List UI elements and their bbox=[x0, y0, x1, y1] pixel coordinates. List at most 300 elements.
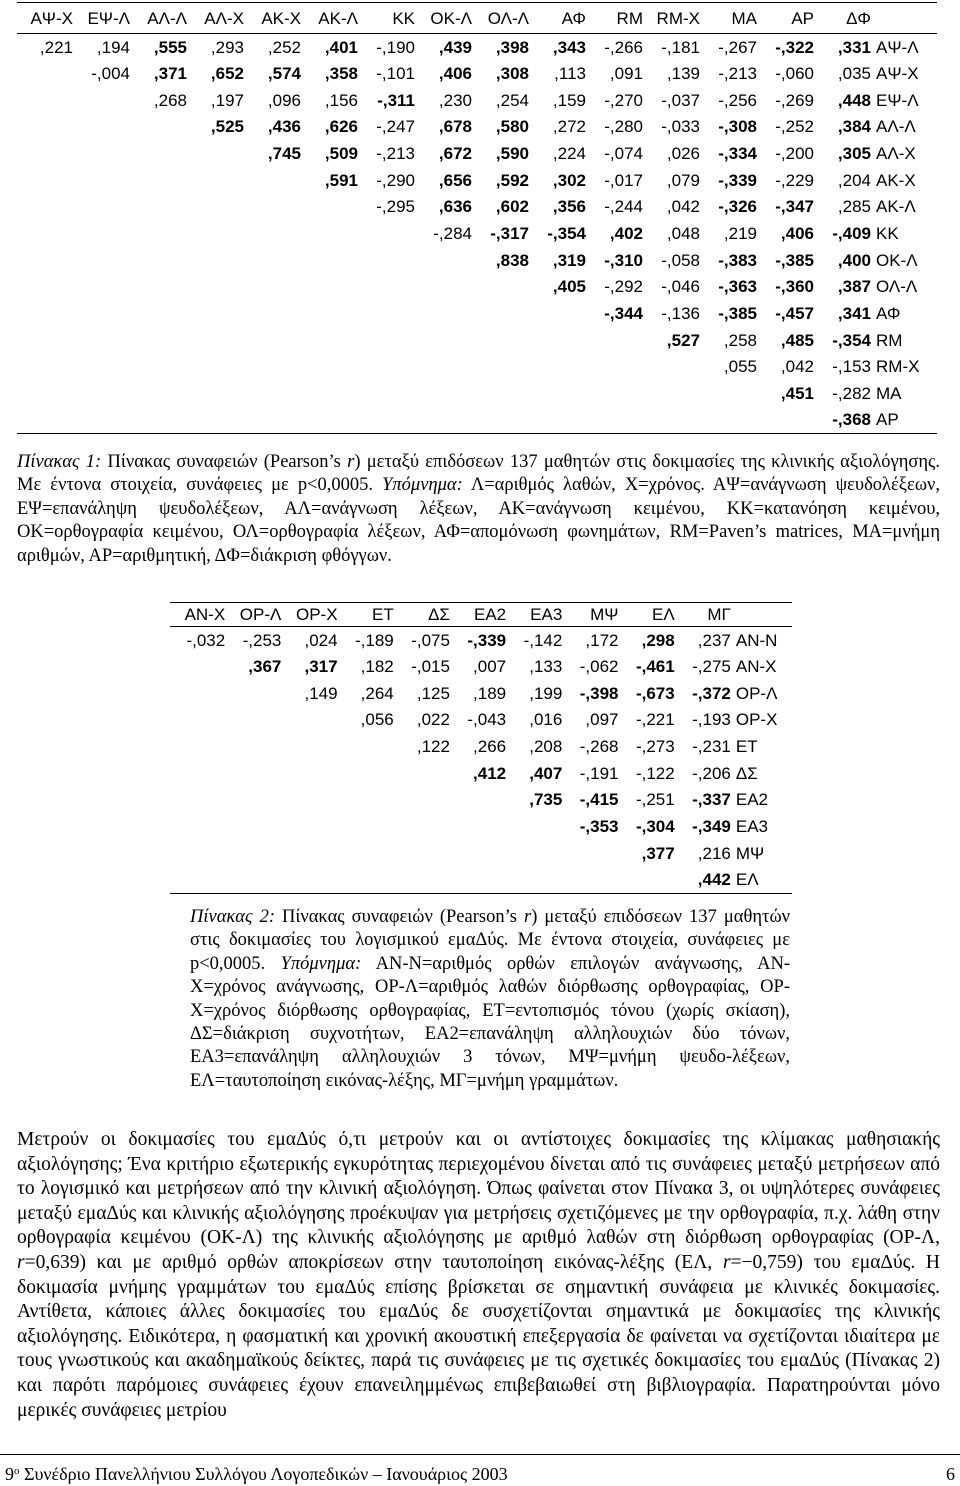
correlation-value: -,189 bbox=[355, 630, 394, 650]
correlation-value: ,266 bbox=[473, 736, 507, 756]
correlation-value: ,113 bbox=[554, 63, 586, 83]
empty-cell bbox=[245, 407, 302, 434]
correlation-value: -,383 bbox=[718, 250, 757, 270]
correlation-value: ,555 bbox=[153, 37, 187, 57]
correlation-value: -,310 bbox=[604, 250, 643, 270]
caption-legend-text: ΑΝ-Ν=αριθμός ορθών επιλογών ανάγνωσης, ΑΝ-Χ=χρόνος ανάγνωσης, ΟΡ-Λ=αριθμός λαθών διόρθωσης ορθογραφίας, ΟΡ-Χ=χρόνος διόρθωσης ορθογραφίας, ΕΤ=εντοπισμός τόνου (χωρίς σκίαση), ΔΣ=διάκριση συχνοτήτων, ΕΑ2=επανάληψη αλληλουχιών δύο τόνων, ΕΑ3=επανάληψη αλληλουχιών 3 τόνων, ΜΨ=μνήμη ψευδο-λέξεων, ΕΛ=ταυτοποίηση εικόνας-λέξης, ΜΓ=μνήμη γραμμάτων. bbox=[190, 953, 790, 1091]
correlation-value: ,007 bbox=[473, 656, 507, 676]
empty-cell bbox=[451, 786, 507, 813]
empty-cell bbox=[188, 353, 245, 380]
caption-text: ) μεταξύ επιδόσεων 137 μαθητών στις δοκιμασίες του λογισμικού εμαΔύς. Με έντονα στοιχεία, συνάφειες με p<0,0005. bbox=[190, 907, 790, 974]
correlation-value: -,213 bbox=[376, 143, 415, 163]
table-1-caption bbox=[17, 451, 940, 568]
empty-cell bbox=[245, 300, 302, 327]
empty-cell bbox=[507, 813, 563, 840]
correlation-value: ,199 bbox=[529, 683, 563, 703]
empty-cell bbox=[416, 353, 473, 380]
correlation-value: ,439 bbox=[438, 37, 472, 57]
correlation-value: ,356 bbox=[552, 197, 586, 217]
empty-cell bbox=[339, 733, 395, 760]
empty-cell bbox=[758, 407, 815, 434]
correlation-value: -,415 bbox=[579, 790, 619, 810]
empty-cell bbox=[282, 840, 338, 867]
caption-text: ) μεταξύ επιδόσεων 137 μαθητών στις δοκιμασίες της κλινικής αξιολόγησης. Με έντονα στοιχεία, συνάφειες με p<0,0005. bbox=[17, 452, 941, 496]
correlation-value: ,525 bbox=[210, 117, 244, 137]
correlation-value: ,678 bbox=[438, 117, 472, 137]
correlation-value: ,216 bbox=[697, 843, 731, 863]
correlation-value: ,656 bbox=[438, 170, 472, 190]
correlation-value: -,398 bbox=[579, 683, 619, 703]
empty-cell bbox=[170, 653, 226, 680]
empty-cell bbox=[339, 760, 395, 787]
column-header: ΜΨ bbox=[590, 605, 619, 624]
empty-cell bbox=[530, 300, 587, 327]
correlation-value: -,461 bbox=[635, 656, 675, 676]
empty-cell bbox=[359, 247, 416, 274]
correlation-value: ,208 bbox=[529, 736, 563, 756]
correlation-value: ,652 bbox=[210, 63, 244, 83]
row-label: ΟΡ-Λ bbox=[735, 683, 778, 703]
empty-cell bbox=[359, 407, 416, 434]
empty-cell bbox=[131, 353, 188, 380]
table-row bbox=[170, 840, 792, 867]
empty-cell bbox=[17, 273, 74, 300]
correlation-value: ,592 bbox=[495, 170, 529, 190]
correlation-value: ,436 bbox=[267, 117, 301, 137]
correlation-value: -,266 bbox=[604, 37, 643, 57]
row-label: ΕΑ2 bbox=[735, 790, 769, 810]
empty-cell bbox=[188, 167, 245, 194]
empty-cell bbox=[416, 407, 473, 434]
correlation-value: ,405 bbox=[552, 277, 586, 297]
empty-cell bbox=[245, 193, 302, 220]
table-row bbox=[17, 140, 937, 167]
empty-cell bbox=[188, 273, 245, 300]
empty-cell bbox=[339, 866, 395, 893]
correlation-value: -,344 bbox=[604, 303, 643, 323]
correlation-value: ,230 bbox=[438, 90, 472, 110]
empty-cell bbox=[226, 733, 282, 760]
correlation-value: -,252 bbox=[775, 117, 814, 137]
correlation-value: -,339 bbox=[467, 630, 507, 650]
correlation-value: ,016 bbox=[529, 710, 563, 730]
correlation-value: -,360 bbox=[775, 277, 814, 297]
correlation-value: ,602 bbox=[495, 197, 529, 217]
correlation-value: ,305 bbox=[837, 143, 871, 163]
empty-cell bbox=[188, 140, 245, 167]
empty-cell bbox=[188, 407, 245, 434]
table-row bbox=[170, 627, 792, 654]
empty-cell bbox=[302, 380, 359, 407]
correlation-value: ,636 bbox=[438, 197, 472, 217]
empty-cell bbox=[226, 680, 282, 707]
correlation-value: ,451 bbox=[780, 383, 814, 403]
correlation-value: ,387 bbox=[837, 277, 871, 297]
correlation-value: ,398 bbox=[495, 37, 529, 57]
empty-cell bbox=[416, 327, 473, 354]
empty-cell bbox=[188, 247, 245, 274]
row-label: ΕΨ-Λ bbox=[876, 90, 919, 110]
correlation-value: ,341 bbox=[837, 303, 871, 323]
column-header: ΟΛ-Λ bbox=[487, 8, 529, 28]
empty-cell bbox=[170, 760, 226, 787]
correlation-value: ,406 bbox=[438, 63, 472, 83]
correlation-value: ,367 bbox=[248, 656, 282, 676]
correlation-value: ,264 bbox=[360, 683, 394, 703]
empty-cell bbox=[74, 327, 131, 354]
table-row bbox=[17, 300, 937, 327]
caption-legend-label: Υπόμνημα: bbox=[280, 953, 362, 974]
correlation-value: ,384 bbox=[837, 117, 871, 137]
correlation-value: ,371 bbox=[153, 63, 187, 83]
correlation-value: ,745 bbox=[267, 143, 301, 163]
empty-cell bbox=[451, 840, 507, 867]
empty-cell bbox=[563, 866, 619, 893]
empty-cell bbox=[644, 353, 701, 380]
empty-cell bbox=[17, 60, 74, 87]
column-header: ΔΣ bbox=[428, 605, 450, 624]
r-symbol: r bbox=[17, 1251, 25, 1273]
empty-cell bbox=[302, 247, 359, 274]
empty-cell bbox=[245, 220, 302, 247]
table-row bbox=[17, 247, 937, 274]
correlation-value: -,385 bbox=[718, 303, 757, 323]
empty-cell bbox=[131, 380, 188, 407]
empty-cell bbox=[587, 353, 644, 380]
column-header: ΕΨ-Λ bbox=[87, 8, 130, 28]
column-header: ΑΚ-Χ bbox=[261, 8, 301, 28]
empty-cell bbox=[587, 327, 644, 354]
empty-cell bbox=[131, 327, 188, 354]
empty-cell bbox=[170, 680, 226, 707]
correlation-value: ,042 bbox=[666, 197, 700, 217]
correlation-value: ,159 bbox=[552, 90, 586, 110]
empty-cell bbox=[282, 866, 338, 893]
correlation-value: ,406 bbox=[780, 223, 814, 243]
correlation-value: -,200 bbox=[775, 143, 814, 163]
correlation-value: -,122 bbox=[635, 763, 675, 783]
row-label: RM bbox=[876, 330, 903, 350]
correlation-value: ,402 bbox=[609, 223, 643, 243]
correlation-value: ,042 bbox=[780, 357, 814, 377]
empty-cell bbox=[473, 327, 530, 354]
correlation-value: -,136 bbox=[661, 303, 700, 323]
correlation-value: -,229 bbox=[775, 170, 814, 190]
table-row bbox=[170, 760, 792, 787]
empty-cell bbox=[395, 813, 451, 840]
empty-cell bbox=[17, 353, 74, 380]
empty-cell bbox=[188, 220, 245, 247]
header-row bbox=[17, 3, 937, 34]
table-row bbox=[170, 866, 792, 893]
correlation-value: ,149 bbox=[304, 683, 338, 703]
correlation-value: ,172 bbox=[585, 630, 619, 650]
correlation-table-2 bbox=[170, 602, 792, 894]
empty-cell bbox=[395, 786, 451, 813]
correlation-value: -,363 bbox=[718, 277, 757, 297]
empty-cell bbox=[282, 706, 338, 733]
correlation-value: -,354 bbox=[832, 330, 871, 350]
empty-cell bbox=[131, 300, 188, 327]
empty-cell bbox=[17, 327, 74, 354]
empty-cell bbox=[302, 300, 359, 327]
correlation-value: -,206 bbox=[692, 763, 731, 783]
correlation-value: ,024 bbox=[304, 630, 338, 650]
row-label: ΑΝ-Χ bbox=[735, 656, 777, 676]
row-label: ΑΛ-Λ bbox=[876, 117, 916, 137]
correlation-value: ,509 bbox=[324, 143, 358, 163]
correlation-value: -,308 bbox=[718, 117, 757, 137]
table-row bbox=[17, 193, 937, 220]
caption-r-symbol: r bbox=[523, 907, 532, 927]
empty-cell bbox=[245, 380, 302, 407]
empty-cell bbox=[416, 273, 473, 300]
empty-cell bbox=[170, 706, 226, 733]
page-number: 6 bbox=[946, 1464, 955, 1484]
empty-cell bbox=[245, 353, 302, 380]
empty-cell bbox=[226, 706, 282, 733]
correlation-value: ,672 bbox=[438, 143, 472, 163]
empty-cell bbox=[302, 220, 359, 247]
empty-cell bbox=[226, 786, 282, 813]
table-row bbox=[170, 653, 792, 680]
row-label: ΟΡ-Χ bbox=[735, 710, 778, 730]
correlation-value: ,308 bbox=[495, 63, 529, 83]
empty-cell bbox=[74, 220, 131, 247]
table-row bbox=[17, 407, 937, 434]
caption-r-symbol: r bbox=[347, 452, 355, 472]
correlation-value: ,401 bbox=[324, 37, 358, 57]
correlation-value: -,181 bbox=[661, 37, 700, 57]
empty-cell bbox=[416, 380, 473, 407]
correlation-value: -,231 bbox=[692, 736, 731, 756]
correlation-value: ,838 bbox=[495, 250, 529, 270]
correlation-value: -,268 bbox=[579, 736, 619, 756]
correlation-value: -,673 bbox=[635, 683, 675, 703]
correlation-value: ,056 bbox=[360, 710, 394, 730]
row-label: RM-Χ bbox=[876, 357, 920, 377]
column-header: ΑΡ bbox=[791, 8, 814, 28]
empty-cell bbox=[302, 273, 359, 300]
correlation-value: ,125 bbox=[416, 683, 450, 703]
column-header: ΑΦ bbox=[561, 8, 586, 28]
correlation-value: ,197 bbox=[210, 90, 244, 110]
correlation-value: -,015 bbox=[411, 656, 450, 676]
correlation-value: ,527 bbox=[666, 330, 700, 350]
column-header: ΑΚ-Λ bbox=[318, 8, 358, 28]
correlation-value: ,412 bbox=[473, 763, 507, 783]
edition-number: 9 bbox=[5, 1464, 14, 1484]
empty-cell bbox=[563, 840, 619, 867]
correlation-value: ,407 bbox=[529, 763, 563, 783]
correlation-value: -,349 bbox=[692, 816, 731, 836]
correlation-value: ,048 bbox=[666, 223, 700, 243]
correlation-value: ,580 bbox=[495, 117, 529, 137]
empty-cell bbox=[188, 380, 245, 407]
column-header: ΜΑ bbox=[731, 8, 757, 28]
empty-cell bbox=[131, 247, 188, 274]
correlation-value: -,347 bbox=[775, 197, 814, 217]
correlation-value: -,337 bbox=[692, 790, 731, 810]
empty-cell bbox=[507, 840, 563, 867]
empty-cell bbox=[530, 407, 587, 434]
correlation-value: -,213 bbox=[718, 63, 757, 83]
correlation-value: -,247 bbox=[376, 117, 415, 137]
empty-cell bbox=[17, 247, 74, 274]
correlation-value: ,182 bbox=[360, 656, 394, 676]
table-1-head bbox=[17, 3, 937, 34]
empty-cell bbox=[530, 380, 587, 407]
correlation-value: -,062 bbox=[579, 656, 619, 676]
empty-cell bbox=[587, 380, 644, 407]
correlation-value: -,368 bbox=[832, 410, 871, 430]
correlation-value: -,334 bbox=[718, 143, 757, 163]
empty-cell bbox=[245, 327, 302, 354]
empty-cell bbox=[74, 407, 131, 434]
empty-cell bbox=[170, 786, 226, 813]
empty-cell bbox=[644, 407, 701, 434]
table-row bbox=[17, 353, 937, 380]
correlation-value: -,032 bbox=[186, 630, 226, 650]
table-row bbox=[170, 706, 792, 733]
column-header: ΕΑ3 bbox=[530, 605, 563, 624]
correlation-value: ,189 bbox=[473, 683, 507, 703]
table-row bbox=[17, 380, 937, 407]
correlation-value: ,194 bbox=[96, 37, 130, 57]
empty-cell bbox=[17, 193, 74, 220]
table-2-body bbox=[170, 627, 792, 894]
column-header: ΑΛ-Χ bbox=[204, 8, 244, 28]
caption-legend-label: Υπόμνημα: bbox=[382, 475, 463, 496]
correlation-value: ,221 bbox=[39, 37, 73, 57]
correlation-value: -,153 bbox=[832, 357, 871, 377]
row-label: ΑΦ bbox=[876, 303, 901, 323]
correlation-value: ,319 bbox=[552, 250, 586, 270]
column-header: ΕΤ bbox=[372, 605, 394, 624]
correlation-value: ,079 bbox=[666, 170, 700, 190]
table-row bbox=[170, 786, 792, 813]
row-label-header bbox=[872, 3, 937, 34]
correlation-value: -,339 bbox=[718, 170, 757, 190]
row-label: ΑΚ-Λ bbox=[876, 197, 916, 217]
empty-cell bbox=[74, 273, 131, 300]
table-row bbox=[17, 220, 937, 247]
correlation-value: ,448 bbox=[837, 90, 871, 110]
correlation-value: ,091 bbox=[609, 63, 643, 83]
table-row bbox=[17, 34, 937, 61]
correlation-value: -,074 bbox=[604, 143, 643, 163]
correlation-value: -,251 bbox=[635, 790, 675, 810]
column-header: RM bbox=[616, 8, 643, 28]
empty-cell bbox=[74, 140, 131, 167]
empty-cell bbox=[170, 840, 226, 867]
correlation-value: ,026 bbox=[666, 143, 700, 163]
empty-cell bbox=[473, 353, 530, 380]
empty-cell bbox=[282, 760, 338, 787]
correlation-value: -,269 bbox=[775, 90, 814, 110]
empty-cell bbox=[282, 733, 338, 760]
correlation-value: -,372 bbox=[692, 683, 731, 703]
empty-cell bbox=[226, 760, 282, 787]
correlation-value: -,037 bbox=[661, 90, 700, 110]
correlation-value: ,254 bbox=[495, 90, 529, 110]
caption-label: Πίνακας 2: bbox=[190, 907, 275, 927]
empty-cell bbox=[17, 300, 74, 327]
empty-cell bbox=[226, 840, 282, 867]
row-label: ΑΡ bbox=[876, 410, 899, 430]
correlation-value: ,574 bbox=[267, 63, 301, 83]
correlation-value: -,317 bbox=[490, 223, 529, 243]
empty-cell bbox=[359, 380, 416, 407]
empty-cell bbox=[473, 407, 530, 434]
body-paragraph bbox=[17, 1128, 940, 1423]
correlation-value: ,343 bbox=[552, 37, 586, 57]
column-header: ΑΨ-Χ bbox=[30, 8, 73, 28]
edition-suffix: ο bbox=[14, 1465, 20, 1477]
correlation-value: ,252 bbox=[267, 37, 301, 57]
correlation-value: -,244 bbox=[604, 197, 643, 217]
empty-cell bbox=[245, 273, 302, 300]
empty-cell bbox=[395, 840, 451, 867]
correlation-value: ,590 bbox=[495, 143, 529, 163]
empty-cell bbox=[74, 380, 131, 407]
empty-cell bbox=[451, 813, 507, 840]
column-header: ΑΛ-Λ bbox=[147, 8, 187, 28]
empty-cell bbox=[188, 327, 245, 354]
correlation-value: ,735 bbox=[529, 790, 563, 810]
column-header: ΚΚ bbox=[392, 8, 415, 28]
row-label: ΕΛ bbox=[735, 869, 759, 889]
correlation-value: -,290 bbox=[376, 170, 415, 190]
table-2-head bbox=[170, 603, 792, 627]
caption-text: Πίνακας συναφειών (Pearson’s bbox=[101, 452, 348, 472]
empty-cell bbox=[530, 327, 587, 354]
empty-cell bbox=[170, 813, 226, 840]
empty-cell bbox=[74, 247, 131, 274]
correlation-value: ,204 bbox=[837, 170, 871, 190]
empty-cell bbox=[701, 380, 758, 407]
empty-cell bbox=[644, 380, 701, 407]
correlation-value: ,096 bbox=[267, 90, 301, 110]
correlation-value: ,258 bbox=[723, 330, 757, 350]
empty-cell bbox=[17, 87, 74, 114]
empty-cell bbox=[188, 300, 245, 327]
correlation-value: -,004 bbox=[91, 63, 130, 83]
empty-cell bbox=[74, 113, 131, 140]
empty-cell bbox=[339, 786, 395, 813]
correlation-value: ,139 bbox=[666, 63, 700, 83]
empty-cell bbox=[587, 407, 644, 434]
empty-cell bbox=[395, 760, 451, 787]
correlation-value: -,101 bbox=[376, 63, 415, 83]
correlation-value: -,295 bbox=[376, 197, 415, 217]
correlation-value: -,270 bbox=[604, 90, 643, 110]
correlation-value: ,133 bbox=[529, 656, 563, 676]
column-header: ΟΡ-Χ bbox=[296, 605, 338, 624]
correlation-table-1 bbox=[17, 2, 937, 434]
correlation-value: -,075 bbox=[411, 630, 450, 650]
correlation-value: ,591 bbox=[324, 170, 358, 190]
table-row bbox=[17, 273, 937, 300]
correlation-value: -,033 bbox=[661, 117, 700, 137]
empty-cell bbox=[226, 866, 282, 893]
row-label: ΑΝ-Ν bbox=[735, 630, 778, 650]
empty-cell bbox=[131, 273, 188, 300]
empty-cell bbox=[302, 407, 359, 434]
empty-cell bbox=[302, 193, 359, 220]
correlation-value: -,304 bbox=[635, 816, 675, 836]
empty-cell bbox=[620, 866, 676, 893]
